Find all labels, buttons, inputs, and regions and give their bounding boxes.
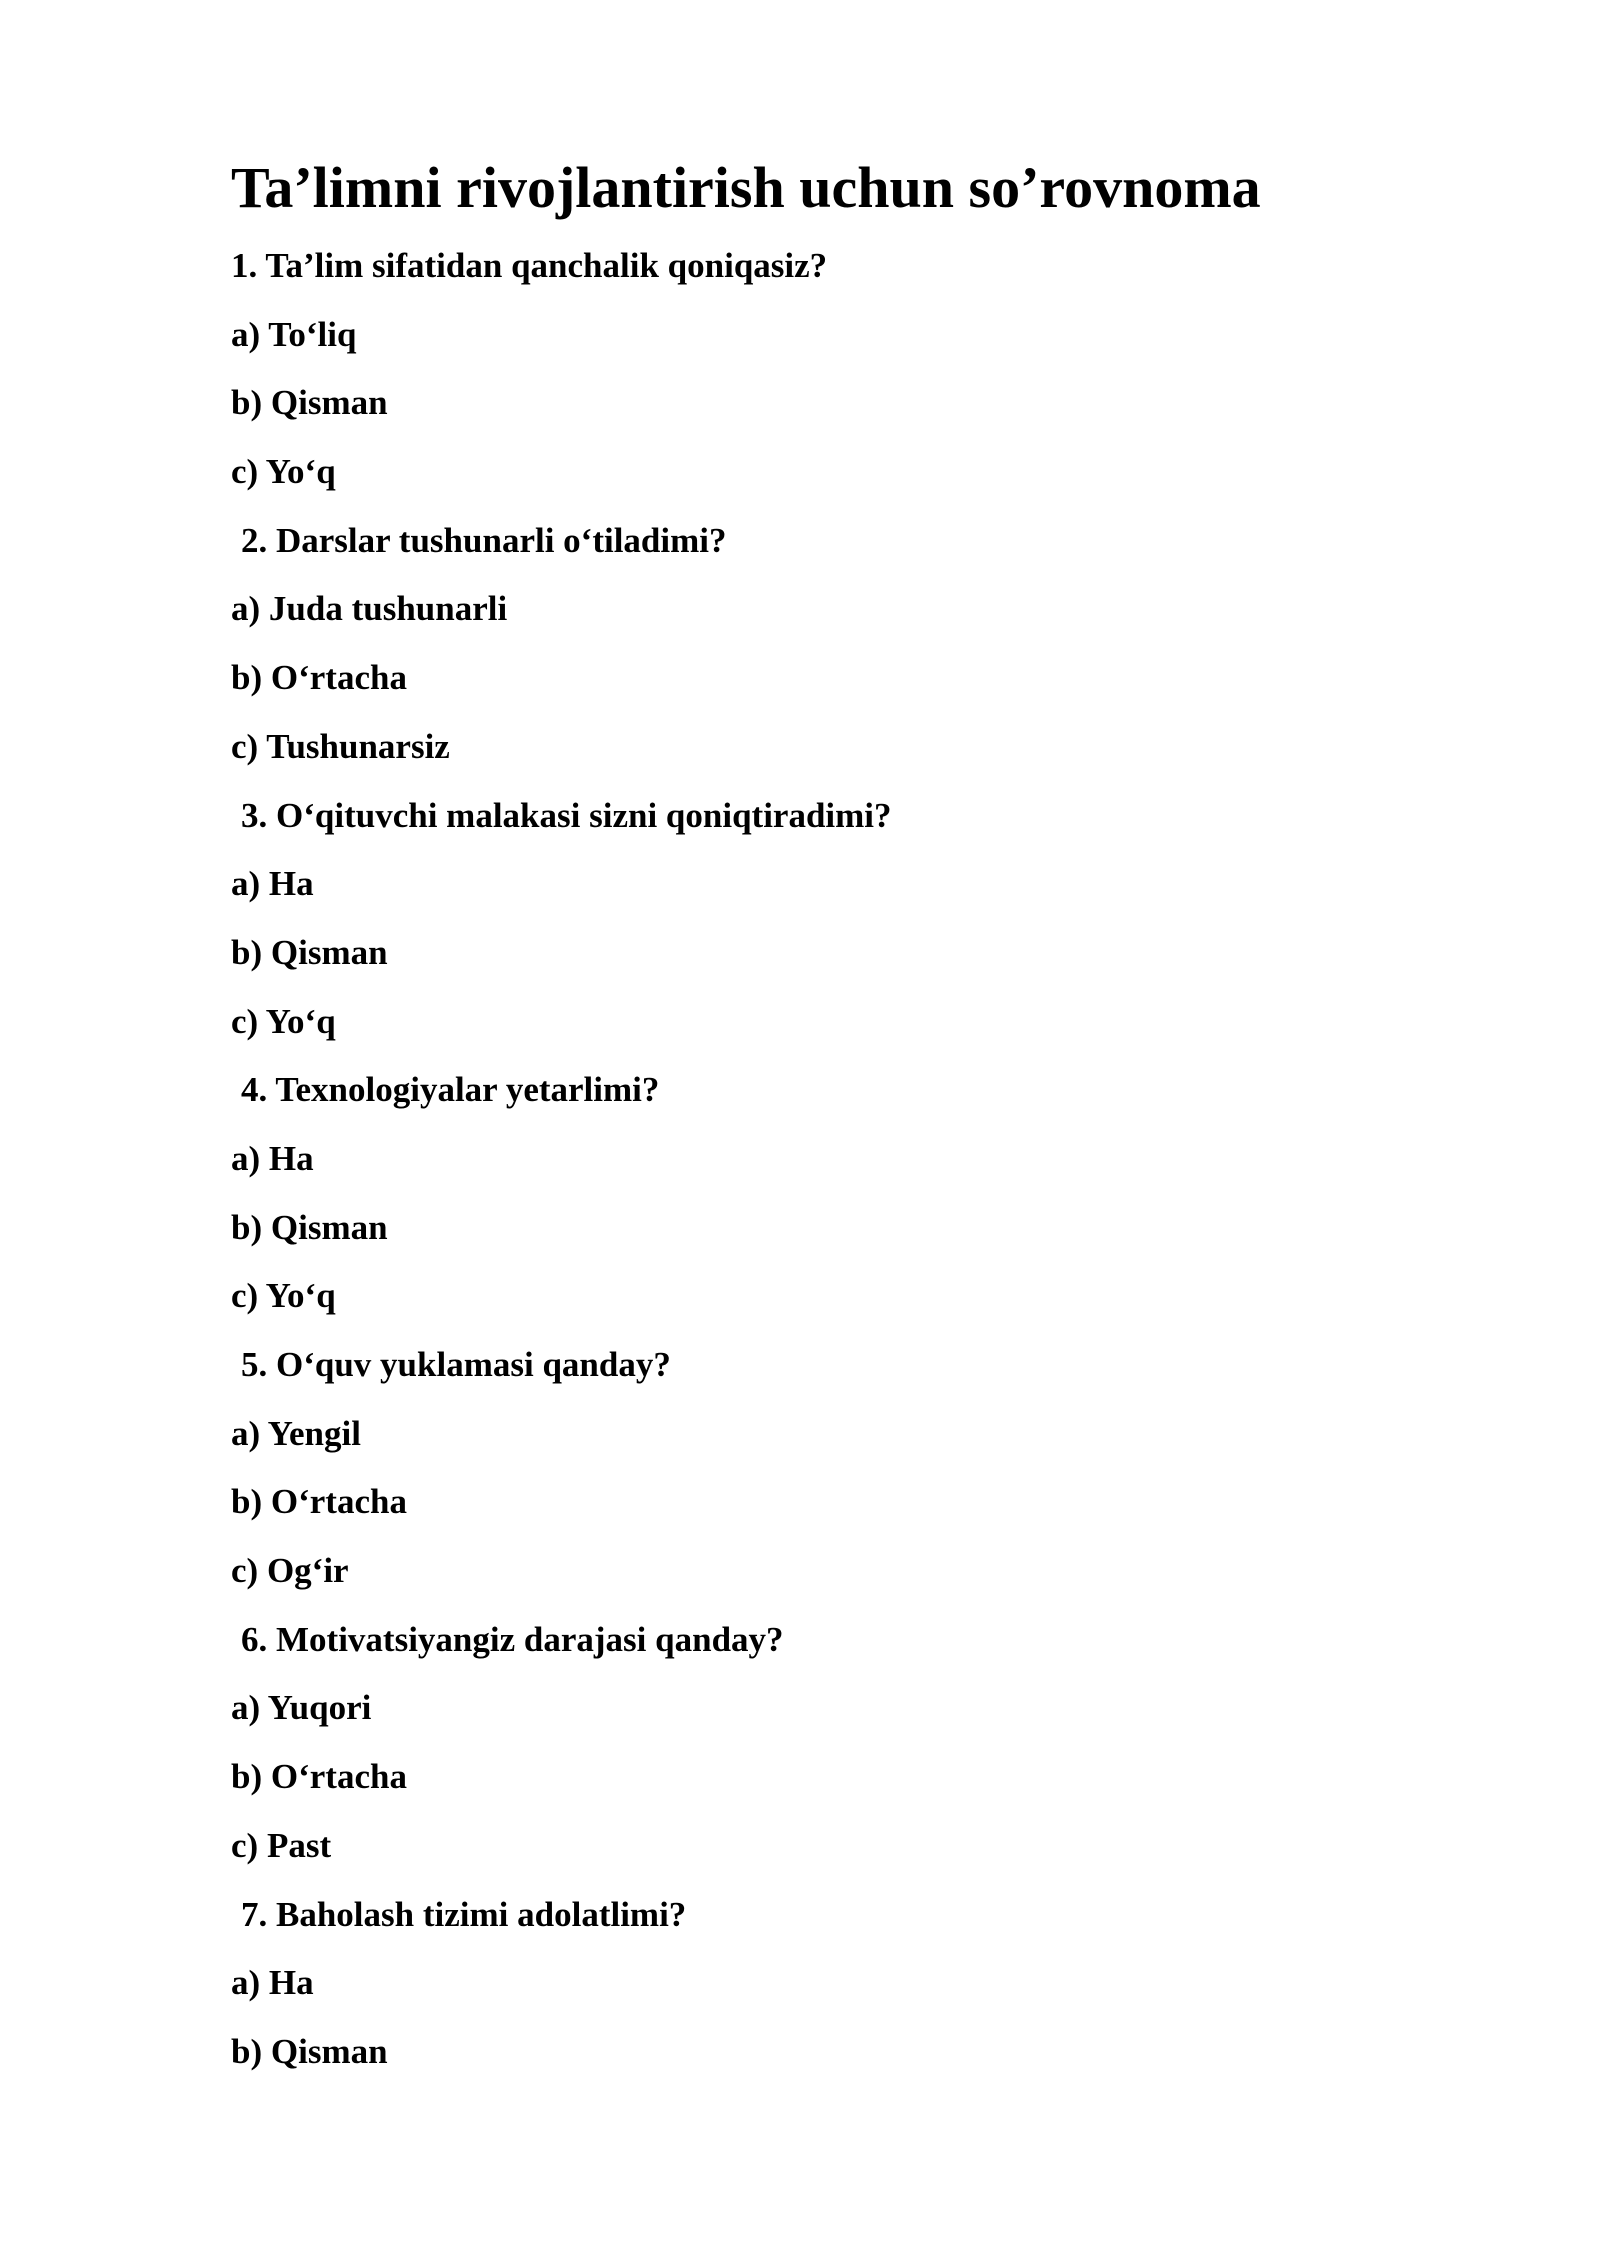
question-4: 4. Texnologiyalar yetarlimi?: [241, 1070, 660, 1110]
question-6-option-a: a) Yuqori: [231, 1688, 372, 1728]
question-block-5: [231, 1331, 1431, 1606]
survey-content: [231, 148, 1431, 2087]
question-7-option-b: b) Qisman: [231, 2031, 388, 2071]
question-1-option-c: c) Yo‘q: [231, 452, 336, 492]
question-5-option-a: a) Yengil: [231, 1413, 361, 1453]
question-block-4: [231, 1056, 1431, 1331]
question-1: 1. Ta’lim sifatidan qanchalik qoniqasiz?: [231, 246, 828, 285]
question-5-option-b: b) O‘rtacha: [231, 1482, 407, 1522]
question-5: 5. O‘quv yuklamasi qanday?: [241, 1345, 671, 1384]
question-2-option-c: c) Tushunarsiz: [231, 726, 450, 766]
question-block-2: [231, 507, 1431, 782]
question-2-option-a: a) Juda tushunarli: [231, 589, 508, 629]
question-block-7: [231, 1881, 1431, 2087]
document-title: Ta’limni rivojlantirish uchun so’rovnoma: [231, 155, 1261, 220]
question-4-option-b: b) Qisman: [231, 1207, 388, 1247]
question-3: 3. O‘qituvchi malakasi sizni qoniqtiradimi?: [241, 795, 892, 835]
question-block-1: [231, 232, 1431, 507]
question-6-option-b: b) O‘rtacha: [231, 1757, 407, 1797]
question-7-option-a: a) Ha: [231, 1963, 314, 2003]
question-4-option-a: a) Ha: [231, 1138, 314, 1178]
question-5-option-c: c) Og‘ir: [231, 1551, 349, 1591]
question-4-option-c: c) Yo‘q: [231, 1276, 336, 1316]
question-6-option-c: c) Past: [231, 1825, 332, 1865]
question-1-option-a: a) To‘liq: [231, 314, 357, 354]
question-6: 6. Motivatsiyangiz darajasi qanday?: [241, 1619, 784, 1659]
question-block-3: [231, 782, 1431, 1057]
question-2-option-b: b) O‘rtacha: [231, 658, 407, 698]
question-3-option-c: c) Yo‘q: [231, 1001, 336, 1041]
question-2: 2. Darslar tushunarli o‘tiladimi?: [241, 520, 727, 560]
question-7: 7. Baholash tizimi adolatlimi?: [241, 1894, 687, 1934]
question-3-option-a: a) Ha: [231, 864, 314, 904]
question-3-option-b: b) Qisman: [231, 932, 388, 972]
question-block-6: [231, 1606, 1431, 1881]
question-1-option-b: b) Qisman: [231, 383, 388, 423]
